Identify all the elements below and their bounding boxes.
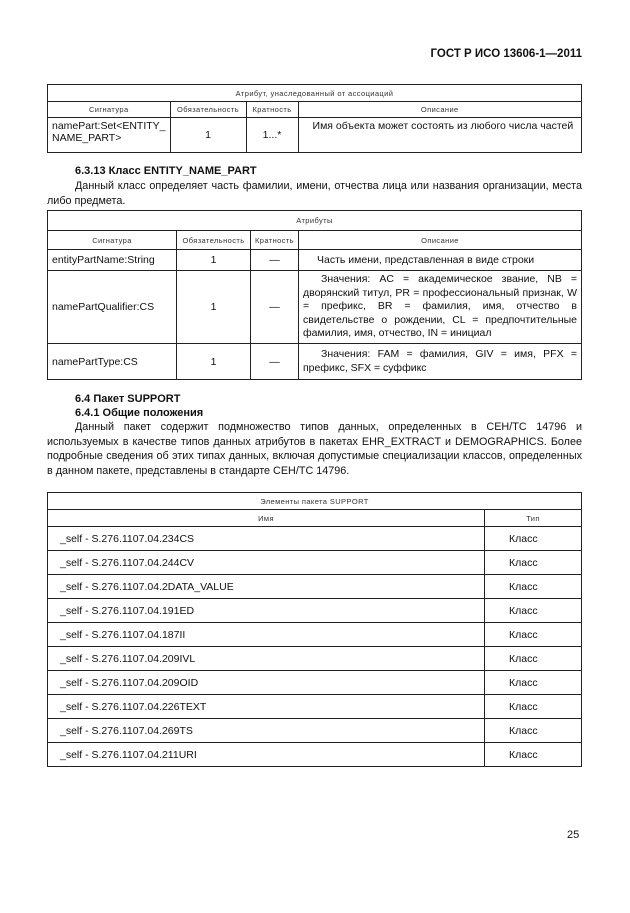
table-row: [48, 695, 582, 719]
element-type-cell: Класс: [485, 527, 582, 551]
multiplicity-cell: 1...*: [246, 118, 298, 153]
element-name-cell: _self - S.276.1107.04.226TEXT: [48, 695, 485, 719]
column-header: Описание: [298, 102, 581, 118]
table-row: [48, 271, 582, 344]
element-type-cell: Класс: [485, 623, 582, 647]
mandatory-cell: 1: [177, 344, 251, 380]
paragraph: Данный пакет содержит подмножество типов данных, определенных в CEH/TC 14796 и используемых в качестве типов данных атрибутов в пакетах EHR_EXTRACT и DEMOGRAPHICS. Более подробные сведения об этих типах данных, включая допустимые специализации классов, определенных в данном пакете, представлены в стандарте CEH/TC 14796.: [47, 421, 582, 477]
mandatory-cell: 1: [170, 118, 246, 153]
element-name-cell: _self - S.276.1107.04.211URI: [48, 743, 485, 767]
element-name-cell: _self - S.276.1107.04.269TS: [48, 719, 485, 743]
inherited-attribute-table: [47, 84, 582, 153]
table-row: [48, 250, 582, 271]
table-row: [48, 344, 582, 380]
column-header: Имя: [48, 510, 485, 527]
table-row: [48, 599, 582, 623]
column-header: Кратность: [251, 231, 299, 250]
column-header: Кратность: [246, 102, 298, 118]
element-name-cell: _self - S.276.1107.04.187II: [48, 623, 485, 647]
table-row: [48, 575, 582, 599]
table-caption: Элементы пакета SUPPORT: [48, 493, 582, 510]
support-elements-table: [47, 492, 582, 767]
element-name-cell: _self - S.276.1107.04.2DATA_VALUE: [48, 575, 485, 599]
table-row: [48, 551, 582, 575]
table-row: [48, 118, 582, 153]
element-name-cell: _self - S.276.1107.04.209IVL: [48, 647, 485, 671]
table-row: [48, 647, 582, 671]
table-row: [48, 671, 582, 695]
element-type-cell: Класс: [485, 575, 582, 599]
table-caption: Атрибут, унаследованный от ассоциаций: [48, 85, 582, 102]
document-header: ГОСТ Р ИСО 13606-1—2011: [430, 48, 582, 60]
signature-cell: entityPartName:String: [48, 250, 177, 271]
table-row: [48, 527, 582, 551]
table-row: [48, 719, 582, 743]
signature-cell: namePartType:CS: [48, 344, 177, 380]
subsection-heading: 6.4.1 Общие положения: [75, 407, 204, 419]
mandatory-cell: 1: [177, 271, 251, 344]
element-type-cell: Класс: [485, 671, 582, 695]
element-name-cell: _self - S.276.1107.04.191ED: [48, 599, 485, 623]
element-name-cell: _self - S.276.1107.04.244CV: [48, 551, 485, 575]
column-header: Сигнатура: [48, 102, 171, 118]
page-number: 25: [567, 829, 580, 841]
column-header: Описание: [299, 231, 582, 250]
element-type-cell: Класс: [485, 695, 582, 719]
element-type-cell: Класс: [485, 743, 582, 767]
multiplicity-cell: —: [251, 344, 299, 380]
element-type-cell: Класс: [485, 647, 582, 671]
table-row: [48, 623, 582, 647]
column-header: Обязательность: [170, 102, 246, 118]
attributes-table: [47, 210, 582, 380]
multiplicity-cell: —: [251, 250, 299, 271]
element-name-cell: _self - S.276.1107.04.209OID: [48, 671, 485, 695]
signature-cell: namePart:Set<ENTITY_ NAME_PART>: [48, 118, 171, 153]
mandatory-cell: 1: [177, 250, 251, 271]
description-cell: Имя объекта может состоять из любого числа частей: [298, 118, 581, 153]
description-cell: Часть имени, представленная в виде строки: [299, 250, 582, 271]
element-name-cell: _self - S.276.1107.04.234CS: [48, 527, 485, 551]
element-type-cell: Класс: [485, 599, 582, 623]
column-header: Сигнатура: [48, 231, 177, 250]
table-row: [48, 743, 582, 767]
multiplicity-cell: —: [251, 271, 299, 344]
description-cell: Значения: FAM = фамилия, GIV = имя, PFX = префикс, SFX = суффикс: [299, 344, 582, 380]
signature-cell: namePartQualifier:CS: [48, 271, 177, 344]
column-header: Обязательность: [177, 231, 251, 250]
table-caption: Атрибуты: [48, 211, 582, 231]
column-header: Тип: [485, 510, 582, 527]
paragraph: Данный класс определяет часть фамилии, имени, отчества лица или названия организации, места либо предмета.: [47, 180, 582, 207]
section-heading: 6.4 Пакет SUPPORT: [75, 393, 181, 405]
description-cell: Значения: AC = академическое звание, NB = дворянский титул, PR = профессиональный признак, W = префикс, BR = фамилия, имя, отчество в свидетельстве о рождении, CL = предпочтительные фамилия, имя, отчество, IN = инициал: [299, 271, 582, 344]
element-type-cell: Класс: [485, 719, 582, 743]
section-heading: 6.3.13 Класс ENTITY_NAME_PART: [75, 165, 257, 177]
element-type-cell: Класс: [485, 551, 582, 575]
